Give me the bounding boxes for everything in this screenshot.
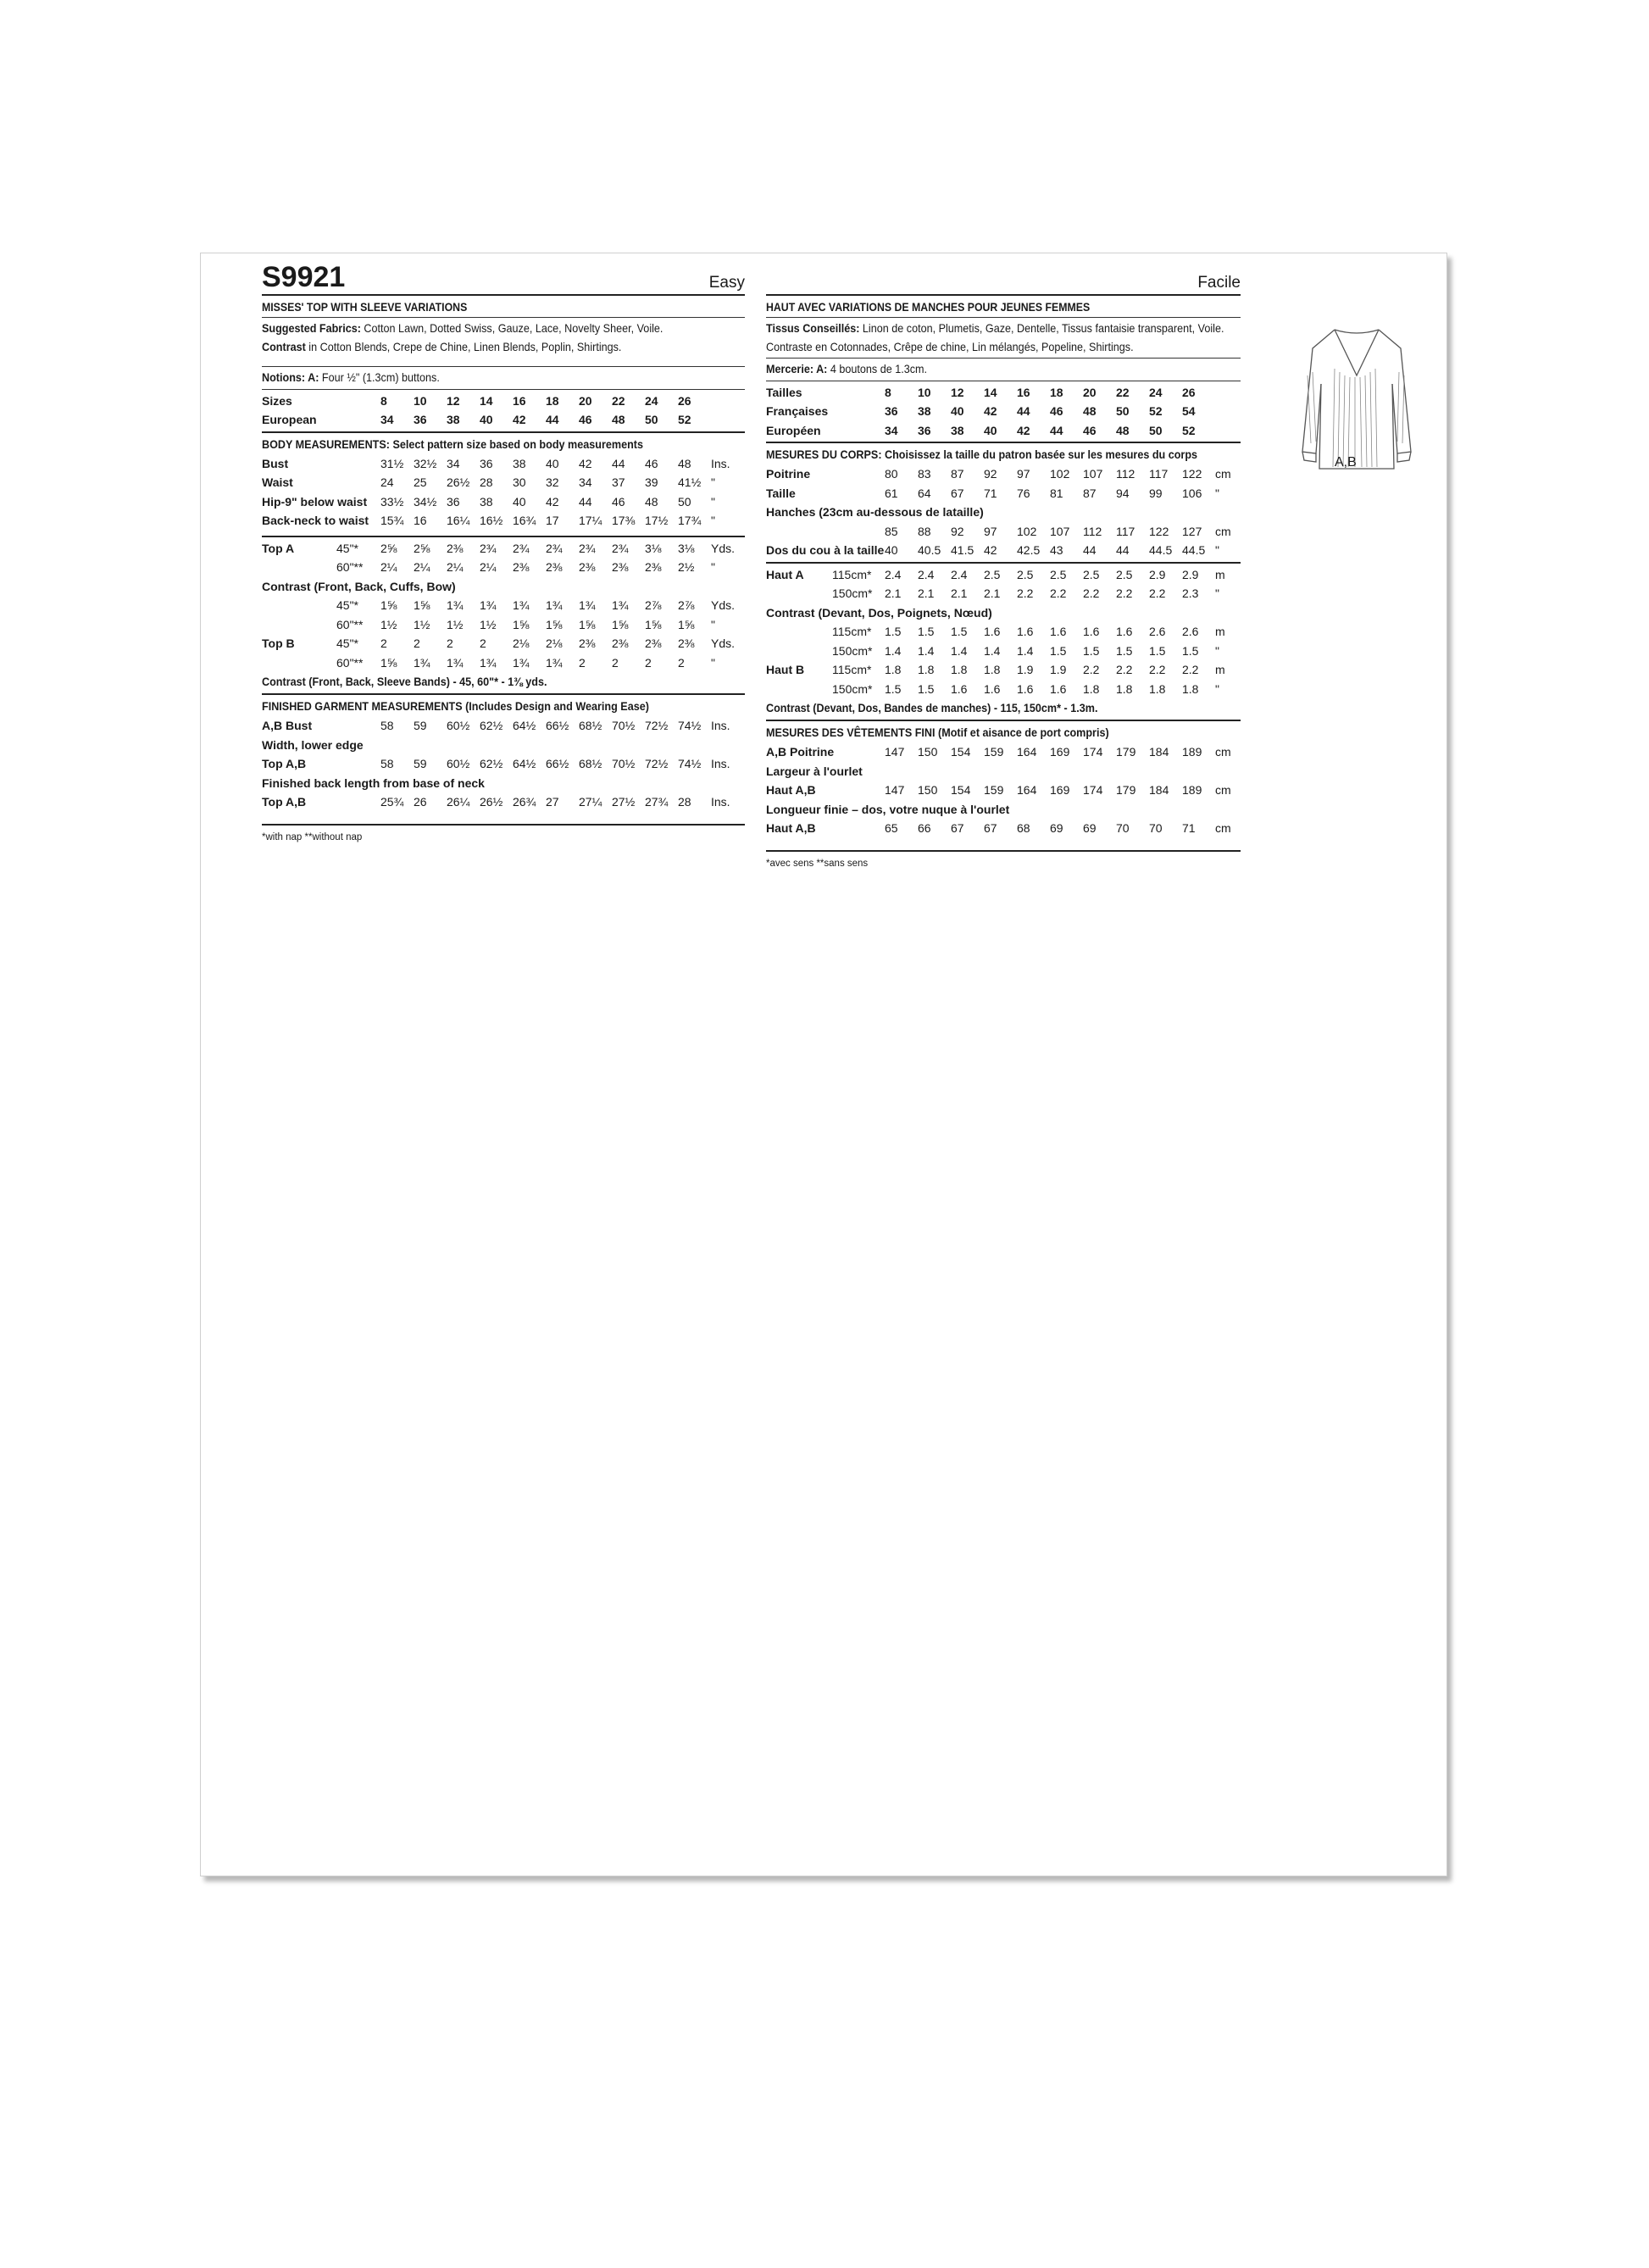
table-row: A,B Poitrine 147 150 154 159 164 169 174 179 184 189 cm <box>766 745 1231 759</box>
table-row: Contrast (Devant, Dos, Poignets, Nœud) <box>766 605 992 620</box>
table-row: 45"* 1⅝ 1⅝ 1¾ 1¾ 1¾ 1¾ 1¾ 1¾ 2⅞ 2⅞ Yds. <box>336 598 736 612</box>
difficulty-level: Easy <box>708 274 745 292</box>
table-row: Contrast (Front, Back, Cuffs, Bow) <box>262 579 456 593</box>
table-row: Waist 24 25 26½ 28 30 32 34 37 39 41½ " <box>262 475 715 489</box>
table-row: Width, lower edge <box>262 737 364 752</box>
pattern-code: S9921 <box>262 261 346 293</box>
table-row: Bust 31½ 32½ 34 36 38 40 42 44 46 48 Ins. <box>262 456 730 470</box>
contrast-b-note: Contrast (Front, Back, Sleeve Bands) - 45, 60"* - 1⅜ yds. <box>262 675 547 688</box>
finished-measurements-table <box>262 716 745 812</box>
notions-fr: Mercerie: A: 4 boutons de 1.3cm. <box>766 362 928 375</box>
table-row: Dos du cou à la taille 40 40.5 41.5 42 42.5 43 44 44 44.5 44.5 " <box>766 543 1219 557</box>
table-row: Taille 61 64 67 71 76 81 87 94 99 106 " <box>766 486 1219 500</box>
table-row: Sizes 8 10 12 14 16 18 20 22 24 26 <box>262 393 691 408</box>
table-row: Back-neck to waist 15¾ 16 16¼ 16½ 16¾ 17 17¼ 17⅜ 17½ 17¾ " <box>262 514 715 527</box>
table-row: Hanches (23cm au-dessous de lataille) <box>766 505 984 519</box>
table-row: Largeur à l'ourlet <box>766 764 863 778</box>
table-row: 60"** 2¼ 2¼ 2¼ 2¼ 2⅜ 2⅜ 2⅜ 2⅜ 2⅜ 2½ " <box>336 560 715 574</box>
french-header <box>766 253 1241 296</box>
table-row: 60"** 1⅝ 1¾ 1¾ 1¾ 1¾ 1¾ 2 2 2 2 " <box>336 655 715 670</box>
body-measurements-title-fr: MESURES DU CORPS: Choisissez la taille du patron basée sur les mesures du corps <box>766 447 1198 461</box>
table-row: 60"** 1½ 1½ 1½ 1½ 1⅝ 1⅝ 1⅝ 1⅝ 1⅝ 1⅝ " <box>336 617 715 631</box>
table-row: Top B 45"* 2 2 2 2 2⅛ 2⅛ 2⅜ 2⅜ 2⅜ 2⅜ Yds. <box>262 636 736 650</box>
body-measurements-table <box>262 454 745 531</box>
pattern-envelope-back <box>200 253 1447 1876</box>
table-row: Haut A,B 147 150 154 159 164 169 174 179 184 189 cm <box>766 783 1231 797</box>
table-row: Hip-9" below waist 33½ 34½ 36 38 40 42 44 46 48 50 " <box>262 494 715 509</box>
table-row: Longueur finie – dos, votre nuque à l'ourlet <box>766 802 1010 816</box>
finished-measurements-table-fr <box>766 742 1249 838</box>
pattern-title-fr: HAUT AVEC VARIATIONS DE MANCHES POUR JEUNES FEMMES <box>766 300 1091 314</box>
difficulty-level-fr: Facile <box>1197 274 1241 292</box>
table-row: Poitrine 80 83 87 92 97 102 107 112 117 122 cm <box>766 467 1231 481</box>
table-row: 150cm* 1.5 1.5 1.6 1.6 1.6 1.6 1.8 1.8 1.8 1.8 " <box>832 681 1219 696</box>
table-row: A,B Bust 58 59 60½ 62½ 64½ 66½ 68½ 70½ 72½ 74½ Ins. <box>262 719 730 732</box>
table-row: 150cm* 1.4 1.4 1.4 1.4 1.4 1.5 1.5 1.5 1.5 1.5 " <box>832 643 1219 658</box>
notions: Notions: A: Four ½" (1.3cm) buttons. <box>262 370 440 384</box>
suggested-fabrics-fr: Tissus Conseillés: Linon de coton, Plumetis, Gaze, Dentelle, Tissus fantaisie transparent, Voile. Contraste en Cotonnades, Crêpe de chine, Lin mélangés, Popeline, Shirtings. <box>766 321 1224 353</box>
table-row: Top A,B 25¾ 26 26¼ 26½ 26¾ 27 27¼ 27½ 27¾ 28 Ins. <box>262 795 730 809</box>
table-row: 150cm* 2.1 2.1 2.1 2.1 2.2 2.2 2.2 2.2 2.2 2.3 " <box>832 586 1219 600</box>
suggested-fabrics: Suggested Fabrics: Cotton Lawn, Dotted Swiss, Gauze, Lace, Novelty Sheer, Voile. Contrast in Cotton Blends, Crepe de Chine, Linen Blends, Poplin, Shirtings. <box>262 321 663 353</box>
footnote: *with nap **without nap <box>262 831 363 842</box>
table-row: Finished back length from base of neck <box>262 775 485 790</box>
size-table-fr <box>766 383 1249 441</box>
table-row: Top A,B 58 59 60½ 62½ 64½ 66½ 68½ 70½ 72½ 74½ Ins. <box>262 757 730 770</box>
garment-sketch-icon <box>1294 325 1419 477</box>
table-row: Haut A 115cm* 2.4 2.4 2.4 2.5 2.5 2.5 2.5 2.5 2.9 2.9 m <box>766 567 1225 581</box>
table-row: Haut A,B 65 66 67 67 68 69 69 70 70 71 cm <box>766 821 1231 835</box>
size-table <box>262 392 745 430</box>
table-row: Haut B 115cm* 1.8 1.8 1.8 1.8 1.9 1.9 2.2 2.2 2.2 2.2 m <box>766 663 1225 676</box>
table-row: Françaises 36 38 40 42 44 46 48 50 52 54 <box>766 404 1196 418</box>
finished-measurements-title-fr: MESURES DES VÊTEMENTS FINI (Motif et aisance de port compris) <box>766 725 1109 739</box>
table-row: Européen 34 36 38 40 42 44 46 48 50 52 <box>766 423 1196 437</box>
table-row: 85 88 92 97 102 107 112 117 122 127 cm <box>885 524 1231 538</box>
table-row: European 34 36 38 40 42 44 46 48 50 52 <box>262 413 691 426</box>
french-column <box>766 253 1241 872</box>
english-header <box>262 253 745 296</box>
sketch-label: A,B <box>1335 455 1357 470</box>
yardage-table-fr <box>766 565 1249 699</box>
contrast-b-note-fr: Contrast (Devant, Dos, Bandes de manches) - 115, 150cm* - 1.3m. <box>766 701 1098 714</box>
table-row: Tailles 8 10 12 14 16 18 20 22 24 26 <box>766 385 1196 399</box>
table-row: Top A 45"* 2⅝ 2⅝ 2⅜ 2¾ 2¾ 2¾ 2¾ 2¾ 3⅛ 3⅛ Yds. <box>262 541 736 555</box>
table-row: 115cm* 1.5 1.5 1.5 1.6 1.6 1.6 1.6 1.6 2.6 2.6 m <box>832 625 1225 638</box>
footnote-fr: *avec sens **sans sens <box>766 858 869 869</box>
english-column <box>262 253 745 846</box>
finished-measurements-title: FINISHED GARMENT MEASUREMENTS (Includes Design and Wearing Ease) <box>262 699 649 713</box>
body-measurements-table-fr <box>766 464 1249 560</box>
pattern-title: MISSES' TOP WITH SLEEVE VARIATIONS <box>262 300 468 314</box>
body-measurements-title: BODY MEASUREMENTS: Select pattern size based on body measurements <box>262 436 643 451</box>
yardage-table <box>262 539 745 673</box>
